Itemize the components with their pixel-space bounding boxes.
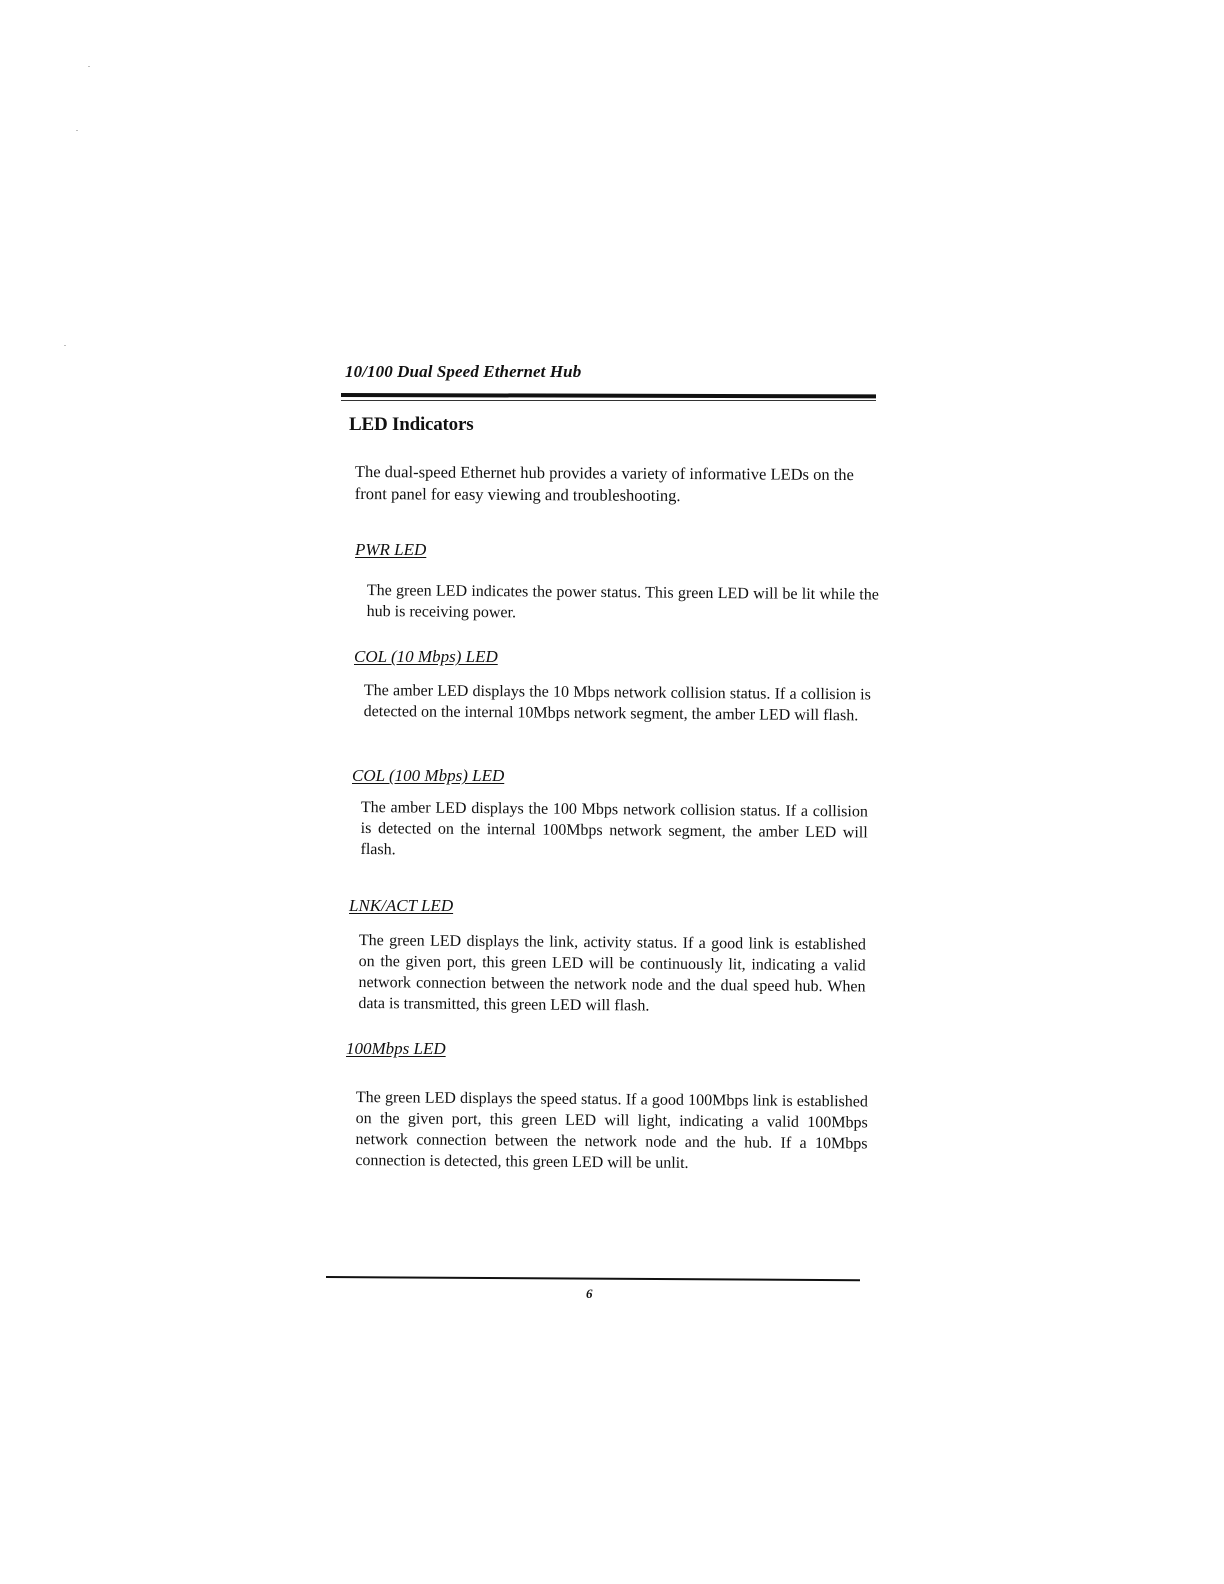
led-heading-col100: COL (100 Mbps) LED [352, 766, 505, 785]
footer-rule [326, 1276, 860, 1281]
led-heading-col10: COL (10 Mbps) LED [354, 647, 498, 666]
page-number: 6 [586, 1286, 593, 1301]
scan-speck [76, 130, 78, 131]
running-header: 10/100 Dual Speed Ethernet Hub [345, 362, 582, 381]
led-body-pwr: The green LED indicates the power status. This green LED will be lit while the hub is receiving power. [366, 581, 879, 622]
led-heading-lnkact: LNK/ACT LED [349, 896, 454, 915]
led-body-col10: The amber LED displays the 10 Mbps network collision status. If a collision is detected on the internal 10Mbps network segment, the amber LED will flash. [363, 681, 871, 725]
intro-paragraph: The dual-speed Ethernet hub provides a variety of informative LEDs on the front panel for easy viewing and troubleshooting. [354, 461, 854, 505]
section-title: LED Indicators [349, 414, 474, 435]
led-heading-100mbps: 100Mbps LED [346, 1039, 446, 1058]
led-heading-pwr: PWR LED [355, 540, 427, 559]
led-body-lnkact: The green LED displays the link, activity status. If a good link is established on the given port, this green LED will be continuously lit, indicating a valid network connection between the network node and the dual speed hub. When data is transmitted, this green LED will flash. [358, 931, 866, 1015]
led-body-col100: The amber LED displays the 100 Mbps network collision status. If a collision is detected on the internal 100Mbps network segment, the amber LED will flash. [360, 798, 868, 859]
header-rule [341, 393, 876, 398]
scan-speck [64, 345, 66, 346]
header-rule-thin [341, 400, 876, 401]
led-body-100mbps: The green LED displays the speed status. If a good 100Mbps link is established on the given port, this green LED will light, indicating a valid 100Mbps network connection between the network node and the hub. If a 10Mbps connection is detected, this green LED will be unlit. [355, 1088, 868, 1172]
scan-speck [88, 66, 90, 67]
